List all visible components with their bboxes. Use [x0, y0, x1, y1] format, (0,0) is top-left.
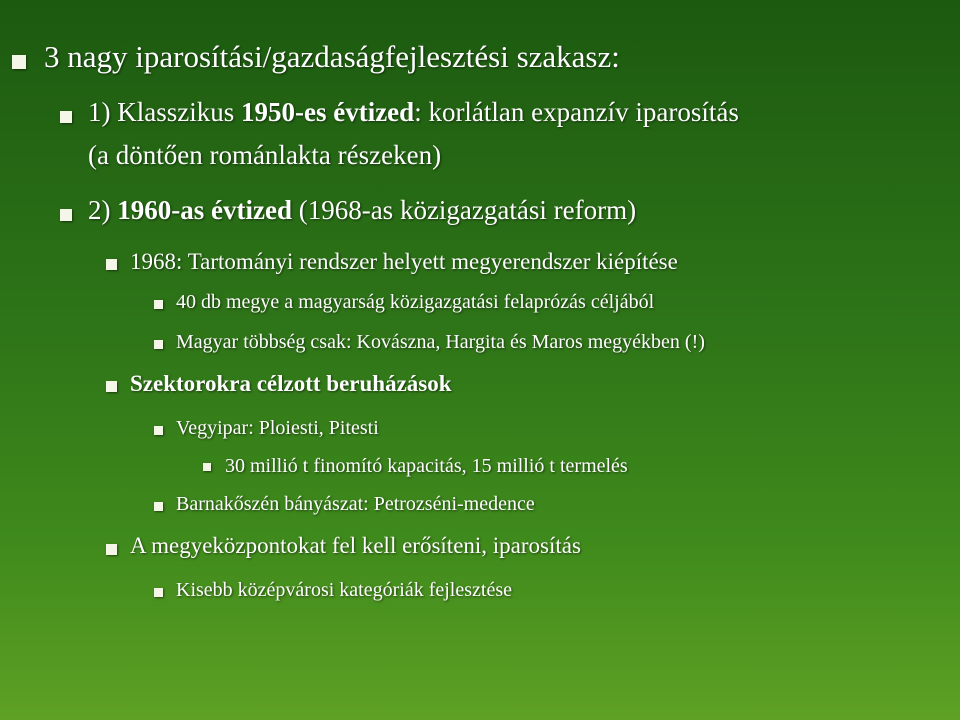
bullet-icon	[12, 55, 26, 69]
bullet-icon	[154, 426, 163, 435]
bullet-icon	[154, 300, 163, 309]
list-item-finomito: 30 millió t finomító kapacitás, 15 millió t termelés	[225, 455, 628, 477]
bullet-icon	[203, 463, 211, 471]
bullet-icon	[154, 340, 163, 349]
list-item-1968: 1968: Tartományi rendszer helyett megyerendszer kiépítése	[130, 249, 678, 274]
list-item-kozepvarosi: Kisebb középvárosi kategóriák fejlesztése	[176, 579, 512, 601]
slide-heading: 3 nagy iparosítási/gazdaságfejlesztési szakasz:	[44, 39, 620, 74]
bullet-icon	[154, 502, 163, 511]
list-item-1950s-cont: (a döntően románlakta részeken)	[88, 140, 442, 170]
bullet-icon	[60, 209, 72, 221]
bullet-icon	[154, 588, 163, 597]
list-item-vegyipar: Vegyipar: Ploiesti, Pitesti	[176, 417, 379, 439]
bullet-icon	[106, 381, 117, 392]
list-item-megyekozpontok: A megyeközpontokat fel kell erősíteni, iparosítás	[130, 533, 581, 558]
list-item-40-megye: 40 db megye a magyarság közigazgatási felaprózás céljából	[176, 291, 655, 313]
list-item-magyar-tobbseg: Magyar többség csak: Kovászna, Hargita és Maros megyékben (!)	[176, 331, 705, 353]
list-item-szektorokra: Szektorokra célzott beruházások	[130, 371, 452, 396]
bullet-icon	[106, 259, 117, 270]
bullet-icon	[106, 544, 117, 555]
bullet-icon	[60, 111, 72, 123]
list-item-barnakoszen: Barnakőszén bányászat: Petrozséni-medence	[176, 493, 535, 515]
list-item-1950s: 1) Klasszikus 1950-es évtized: korlátlan expanzív iparosítás	[88, 97, 739, 127]
list-item-1960s: 2) 1960-as évtized (1968-as közigazgatási reform)	[88, 195, 637, 225]
